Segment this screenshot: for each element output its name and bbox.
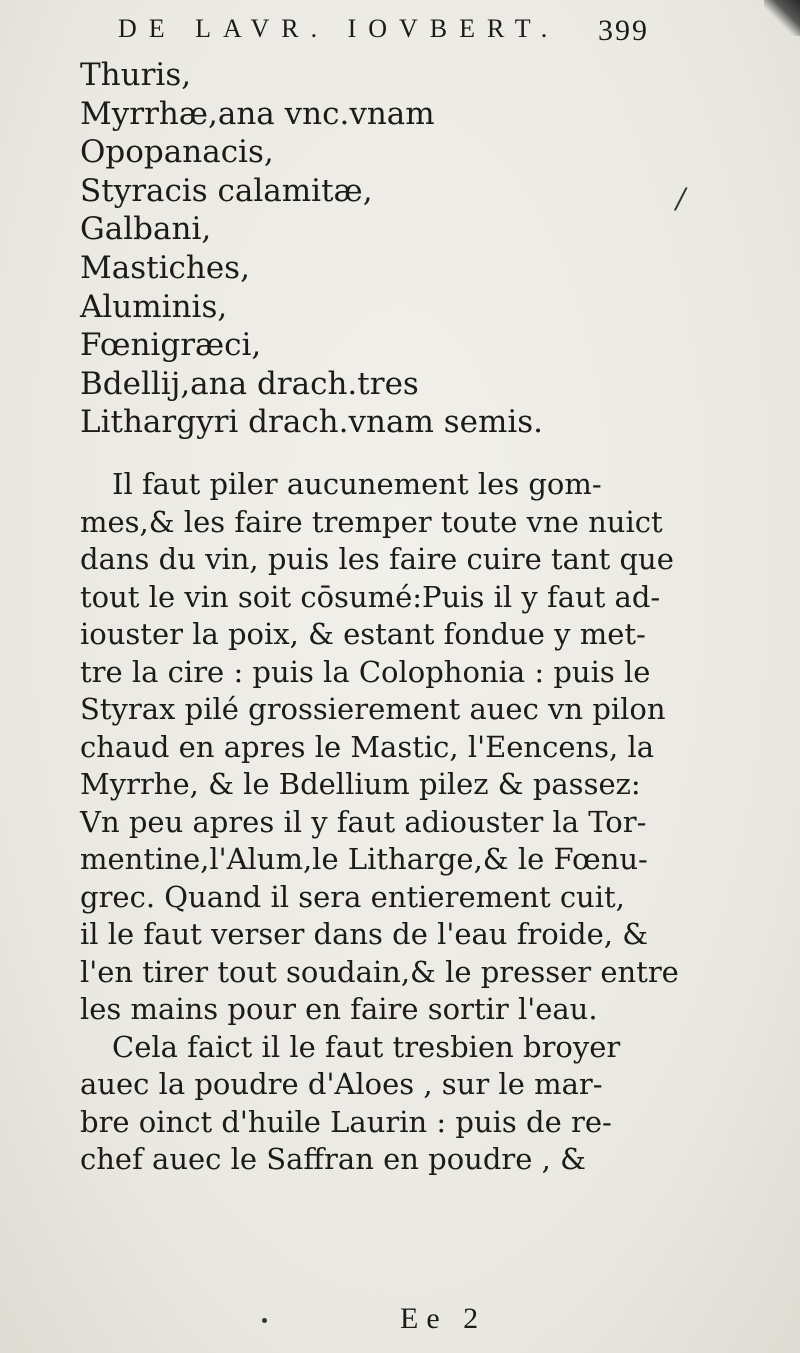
ingredient-line: Thuris, <box>80 57 192 93</box>
ingredient-line: Styracis calamitæ, <box>80 172 373 209</box>
text-line: Styrax pilé grossierement auec vn pilon <box>80 692 666 726</box>
ingredient-line: Fœnigræci, <box>80 327 262 364</box>
body-text <box>80 466 680 1179</box>
ingredient-line: Lithargyri drach.vnam semis. <box>80 404 544 441</box>
text-line: mentine,l'Alum,le Litharge,& le Fœnu- <box>80 842 648 876</box>
text-line: dans du vin, puis les faire cuire tant que <box>80 542 674 576</box>
text-line: chef auec le Saffran en poudre , & <box>80 1142 586 1176</box>
page-number: 399 <box>598 14 649 47</box>
ingredient-line: Aluminis, <box>80 288 228 325</box>
ingredient-line: Myrrhæ,ana vnc.vnam <box>80 95 435 132</box>
text-line: les mains pour en faire sortir l'eau. <box>80 992 598 1026</box>
running-head: DE LAVR. IOVBERT. <box>118 14 560 43</box>
text-line: l'en tirer tout soudain,& le presser entre <box>80 954 679 989</box>
stray-mark: / <box>676 182 686 215</box>
text-line: tre la cire : puis la Colophonia : puis le <box>80 654 651 689</box>
text-line: auec la poudre d'Aloes , sur le mar- <box>80 1067 603 1101</box>
ingredient-list <box>80 56 543 442</box>
text-line: il le faut verser dans de l'eau froide, & <box>80 917 649 951</box>
text-line: Vn peu apres il y faut adiouster la Tor- <box>80 804 647 839</box>
ingredient-line: Mastiches, <box>80 249 250 286</box>
text-line: chaud en apres le Mastic, l'Eencens, la <box>80 729 655 764</box>
text-line: Myrrhe, & le Bdellium pilez & passez: <box>80 767 641 801</box>
ingredient-line: Opopanacis, <box>80 134 274 171</box>
page-corner-shadow <box>764 0 800 36</box>
text-line: grec. Quand il sera entierement cuit, <box>80 879 625 914</box>
ingredient-line: Galbani, <box>80 211 212 248</box>
text-line: tout le vin soit cōsumé:Puis il y faut ad- <box>80 579 661 614</box>
text-line: Il faut piler aucunement les gom- <box>112 467 602 501</box>
text-line: Cela faict il le faut tresbien broyer <box>112 1029 621 1064</box>
ingredient-line: Bdellij,ana drach.tres <box>80 365 419 402</box>
text-line: bre oinct d'huile Laurin : puis de re- <box>80 1104 612 1139</box>
text-line: iouster la poix, & estant fondue y met- <box>80 617 646 651</box>
text-line: mes,& les faire tremper toute vne nuict <box>80 504 663 539</box>
printer-dot <box>262 1318 267 1323</box>
signature-mark: Ee 2 <box>400 1302 487 1335</box>
